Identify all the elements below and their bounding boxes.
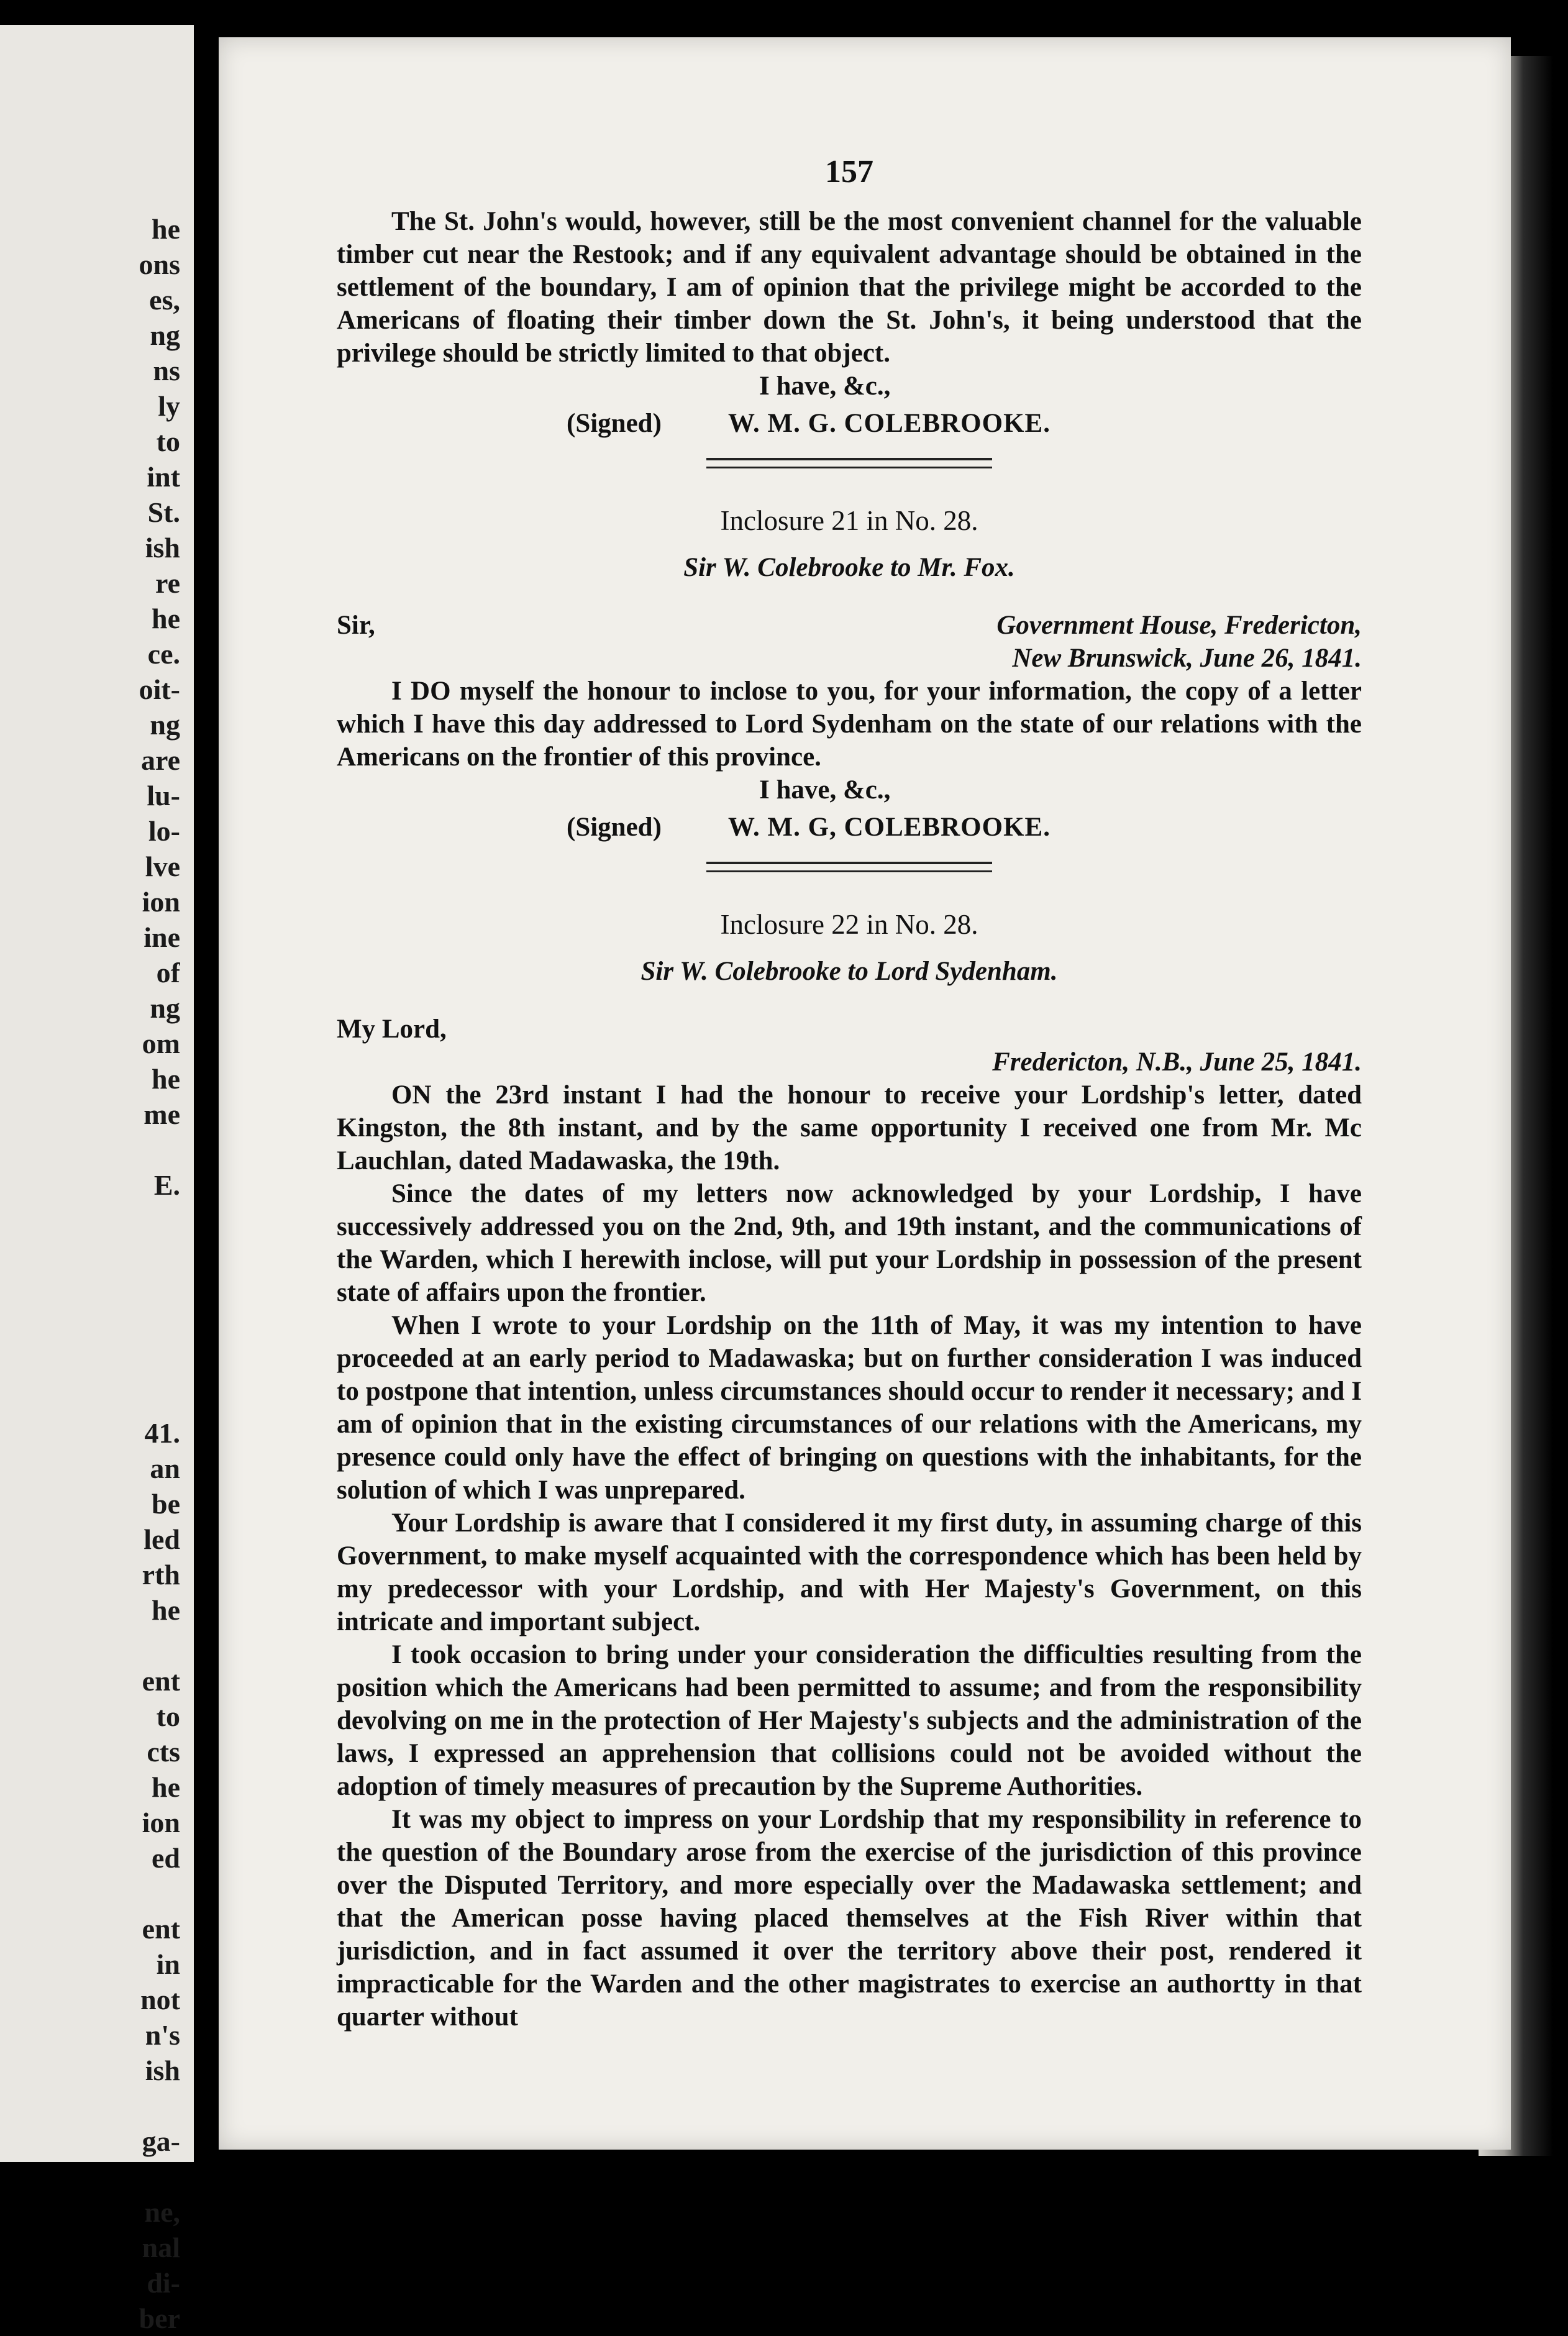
margin-fragment: n's [145, 2019, 180, 2051]
page-content [337, 155, 1362, 2033]
margin-fragment [31, 1628, 180, 1663]
margin-fragment: re [155, 567, 180, 599]
margin-fragment: ion [142, 1807, 180, 1838]
section-divider [706, 862, 992, 872]
letter-paragraph: Your Lordship is aware that I considered it my first duty, in assuming charge of this Government, to make myself acquainted with the correspondence which has been held by my predecessor with your Lordship, and with Her Majesty's Government, on this intricate and important subject. [337, 1508, 1362, 1636]
margin-fragment [31, 2088, 180, 2124]
margin-fragment: lve [145, 851, 180, 882]
left-page-fragment [0, 25, 194, 2334]
margin-fragment: oit- [139, 673, 180, 705]
letter-paragraph: Since the dates of my letters now acknowledged by your Lordship, I have successively addressed you on the 2nd, 9th, and 19th instant, and the communications of the Warden, which I herewith inclose, will put your Lordship in possession of the present state of affairs upon the frontier. [337, 1179, 1362, 1307]
inclosure-21-place-line1: Government House, Fredericton, [996, 611, 1362, 640]
margin-fragment: ng [150, 992, 180, 1024]
inclosure-21-body: I DO myself the honour to inclose to you, for your information, the copy of a letter which I have this day addressed to Lord Sydenham on the state of our relations with the Americans on the frontier of this province. [337, 677, 1362, 772]
page-number: 157 [825, 154, 873, 189]
margin-fragment: cts [147, 1736, 180, 1768]
left-margin-text [31, 211, 180, 2336]
inclosure-21-salutation: Sir, [337, 611, 375, 640]
inclosure-21-signed: (Signed) [567, 813, 662, 842]
margin-fragment: in [156, 1948, 180, 1980]
margin-fragment: ne, [144, 2196, 180, 2228]
margin-fragment: es, [149, 284, 180, 316]
margin-fragment: E. [153, 1169, 180, 1201]
margin-fragment [31, 1309, 180, 1344]
margin-fragment: ce. [147, 638, 180, 670]
closing-signature-row [337, 407, 1362, 444]
letter-paragraph: I took occasion to bring under your consideration the difficulties resulting from the position which the Americans had been permitted to assume; and from the responsibility devolving on me in the protection of Her Majesty's subjects and the administration of the laws, I expressed an apprehension that collisions could not be avoided without the adoption of timely measures of precaution by the Supreme Authorities. [337, 1640, 1362, 1801]
margin-fragment: ine [144, 921, 180, 953]
margin-fragment: om [142, 1028, 180, 1059]
inclosure-21-have: I have, &c., [759, 775, 891, 805]
margin-fragment [31, 1876, 180, 1911]
document-page [219, 37, 1511, 2150]
margin-fragment [31, 1380, 180, 1415]
inclosure-22-salutation: My Lord, [337, 1015, 447, 1044]
margin-fragment [31, 1203, 180, 1238]
margin-fragment: 41. [144, 1417, 180, 1449]
margin-fragment: St. [147, 496, 180, 528]
closing-signed: (Signed) [567, 409, 662, 438]
margin-fragment: ent [142, 1913, 180, 1945]
inclosure-22-subheading: Sir W. Colebrooke to Lord Sydenham. [640, 957, 1058, 986]
closing-have-row [337, 370, 1362, 407]
margin-fragment: ish [145, 532, 180, 563]
margin-fragment: ons [139, 249, 180, 280]
margin-fragment: an [150, 1453, 180, 1484]
margin-fragment [31, 1238, 180, 1274]
book-gutter [205, 0, 215, 2187]
margin-fragment: ish [145, 2055, 180, 2086]
margin-fragment: lu- [147, 780, 180, 811]
margin-fragment: ng [150, 709, 180, 741]
margin-fragment: ly [158, 390, 180, 422]
margin-fragment [31, 2159, 180, 2194]
inclosure-21-heading: Inclosure 21 in No. 28. [720, 505, 978, 536]
inclosure-21-place-line2: New Brunswick, June 26, 1841. [1012, 644, 1362, 673]
margin-fragment: ber [139, 2302, 180, 2334]
margin-fragment: to [156, 1700, 180, 1732]
inclosure-22-heading: Inclosure 22 in No. 28. [720, 909, 978, 940]
margin-fragment: ed [152, 1842, 180, 1874]
margin-fragment: di- [147, 2267, 180, 2299]
margin-fragment: int [147, 461, 180, 493]
margin-fragment: me [144, 1098, 180, 1130]
inclosure-22-place: Fredericton, N.B., June 25, 1841. [992, 1047, 1362, 1077]
margin-fragment: lo- [148, 815, 180, 847]
letter-paragraph: It was my object to impress on your Lordship that my responsibility in reference to the question of the Boundary arose from the exercise of the jurisdiction of this province over the Disputed Territory, and more especially over the Madawaska settlement; and that the American posse having placed themselves at the Fish River within that jurisdiction, and in fact assumed it over the territory above their post, rendered it impracticable for the Warden and the other magistrates to exercise an authortty in that quarter without [337, 1805, 1362, 2032]
closing-have: I have, &c., [759, 372, 891, 401]
section-divider [706, 458, 992, 468]
margin-fragment [31, 1344, 180, 1380]
margin-fragment: ng [150, 319, 180, 351]
letter-paragraph: ON the 23rd instant I had the honour to receive your Lordship's letter, dated Kingston, the 8th instant, and by the same opportunity I received one from Mr. Mc Lauchlan, dated Madawaska, the 19th. [337, 1080, 1362, 1175]
margin-fragment: ent [142, 1665, 180, 1697]
margin-fragment [31, 1274, 180, 1309]
margin-fragment: not [140, 1984, 180, 2015]
opening-paragraph: The St. John's would, however, still be the most convenient channel for the valuable timber cut near the Restook; and if any equivalent advantage should be obtained in the settlement of the boundary, I am of opinion that the privilege might be accorded to the Americans of floating their timber down the St. John's, it being understood that the privilege should be strictly limited to that object. [337, 207, 1362, 368]
margin-fragment: to [156, 426, 180, 457]
margin-fragment: nal [142, 2232, 180, 2263]
margin-fragment: ga- [142, 2125, 180, 2157]
margin-fragment: are [140, 744, 180, 776]
margin-fragment: he [152, 213, 180, 245]
inclosure-21-signatory: W. M. G, COLEBROOKE. [728, 813, 1051, 842]
margin-fragment: he [152, 603, 180, 634]
inclosure-21-subheading: Sir W. Colebrooke to Mr. Fox. [683, 553, 1015, 582]
margin-fragment: he [152, 1771, 180, 1803]
margin-fragment: led [144, 1523, 180, 1555]
letter-paragraph: When I wrote to your Lordship on the 11th of May, it was my intention to have proceeded at an early period to Madawaska; but on further consideration I was induced to postpone that intention, unless circumstances should occur to render it necessary; and I am of opinion that in the existing circumstances of our relations with the Americans, my presence could only have the effect of bringing on questions with the inhabitants, for the solution of which I was unprepared. [337, 1311, 1362, 1505]
margin-fragment: of [156, 957, 180, 988]
closing-signatory: W. M. G. COLEBROOKE. [728, 409, 1051, 438]
margin-fragment [31, 1132, 180, 1167]
margin-fragment: ns [153, 355, 180, 386]
inclosure-21-signature-row [337, 811, 1362, 848]
inclosure-22-body [337, 1079, 1362, 2033]
margin-fragment: he [152, 1594, 180, 1626]
margin-fragment: be [152, 1488, 180, 1520]
margin-fragment: ion [142, 886, 180, 918]
inclosure-21-address-row [337, 609, 1362, 642]
inclosure-21-have-row [337, 773, 1362, 811]
margin-fragment: he [152, 1063, 180, 1095]
margin-fragment: rth [142, 1559, 180, 1590]
